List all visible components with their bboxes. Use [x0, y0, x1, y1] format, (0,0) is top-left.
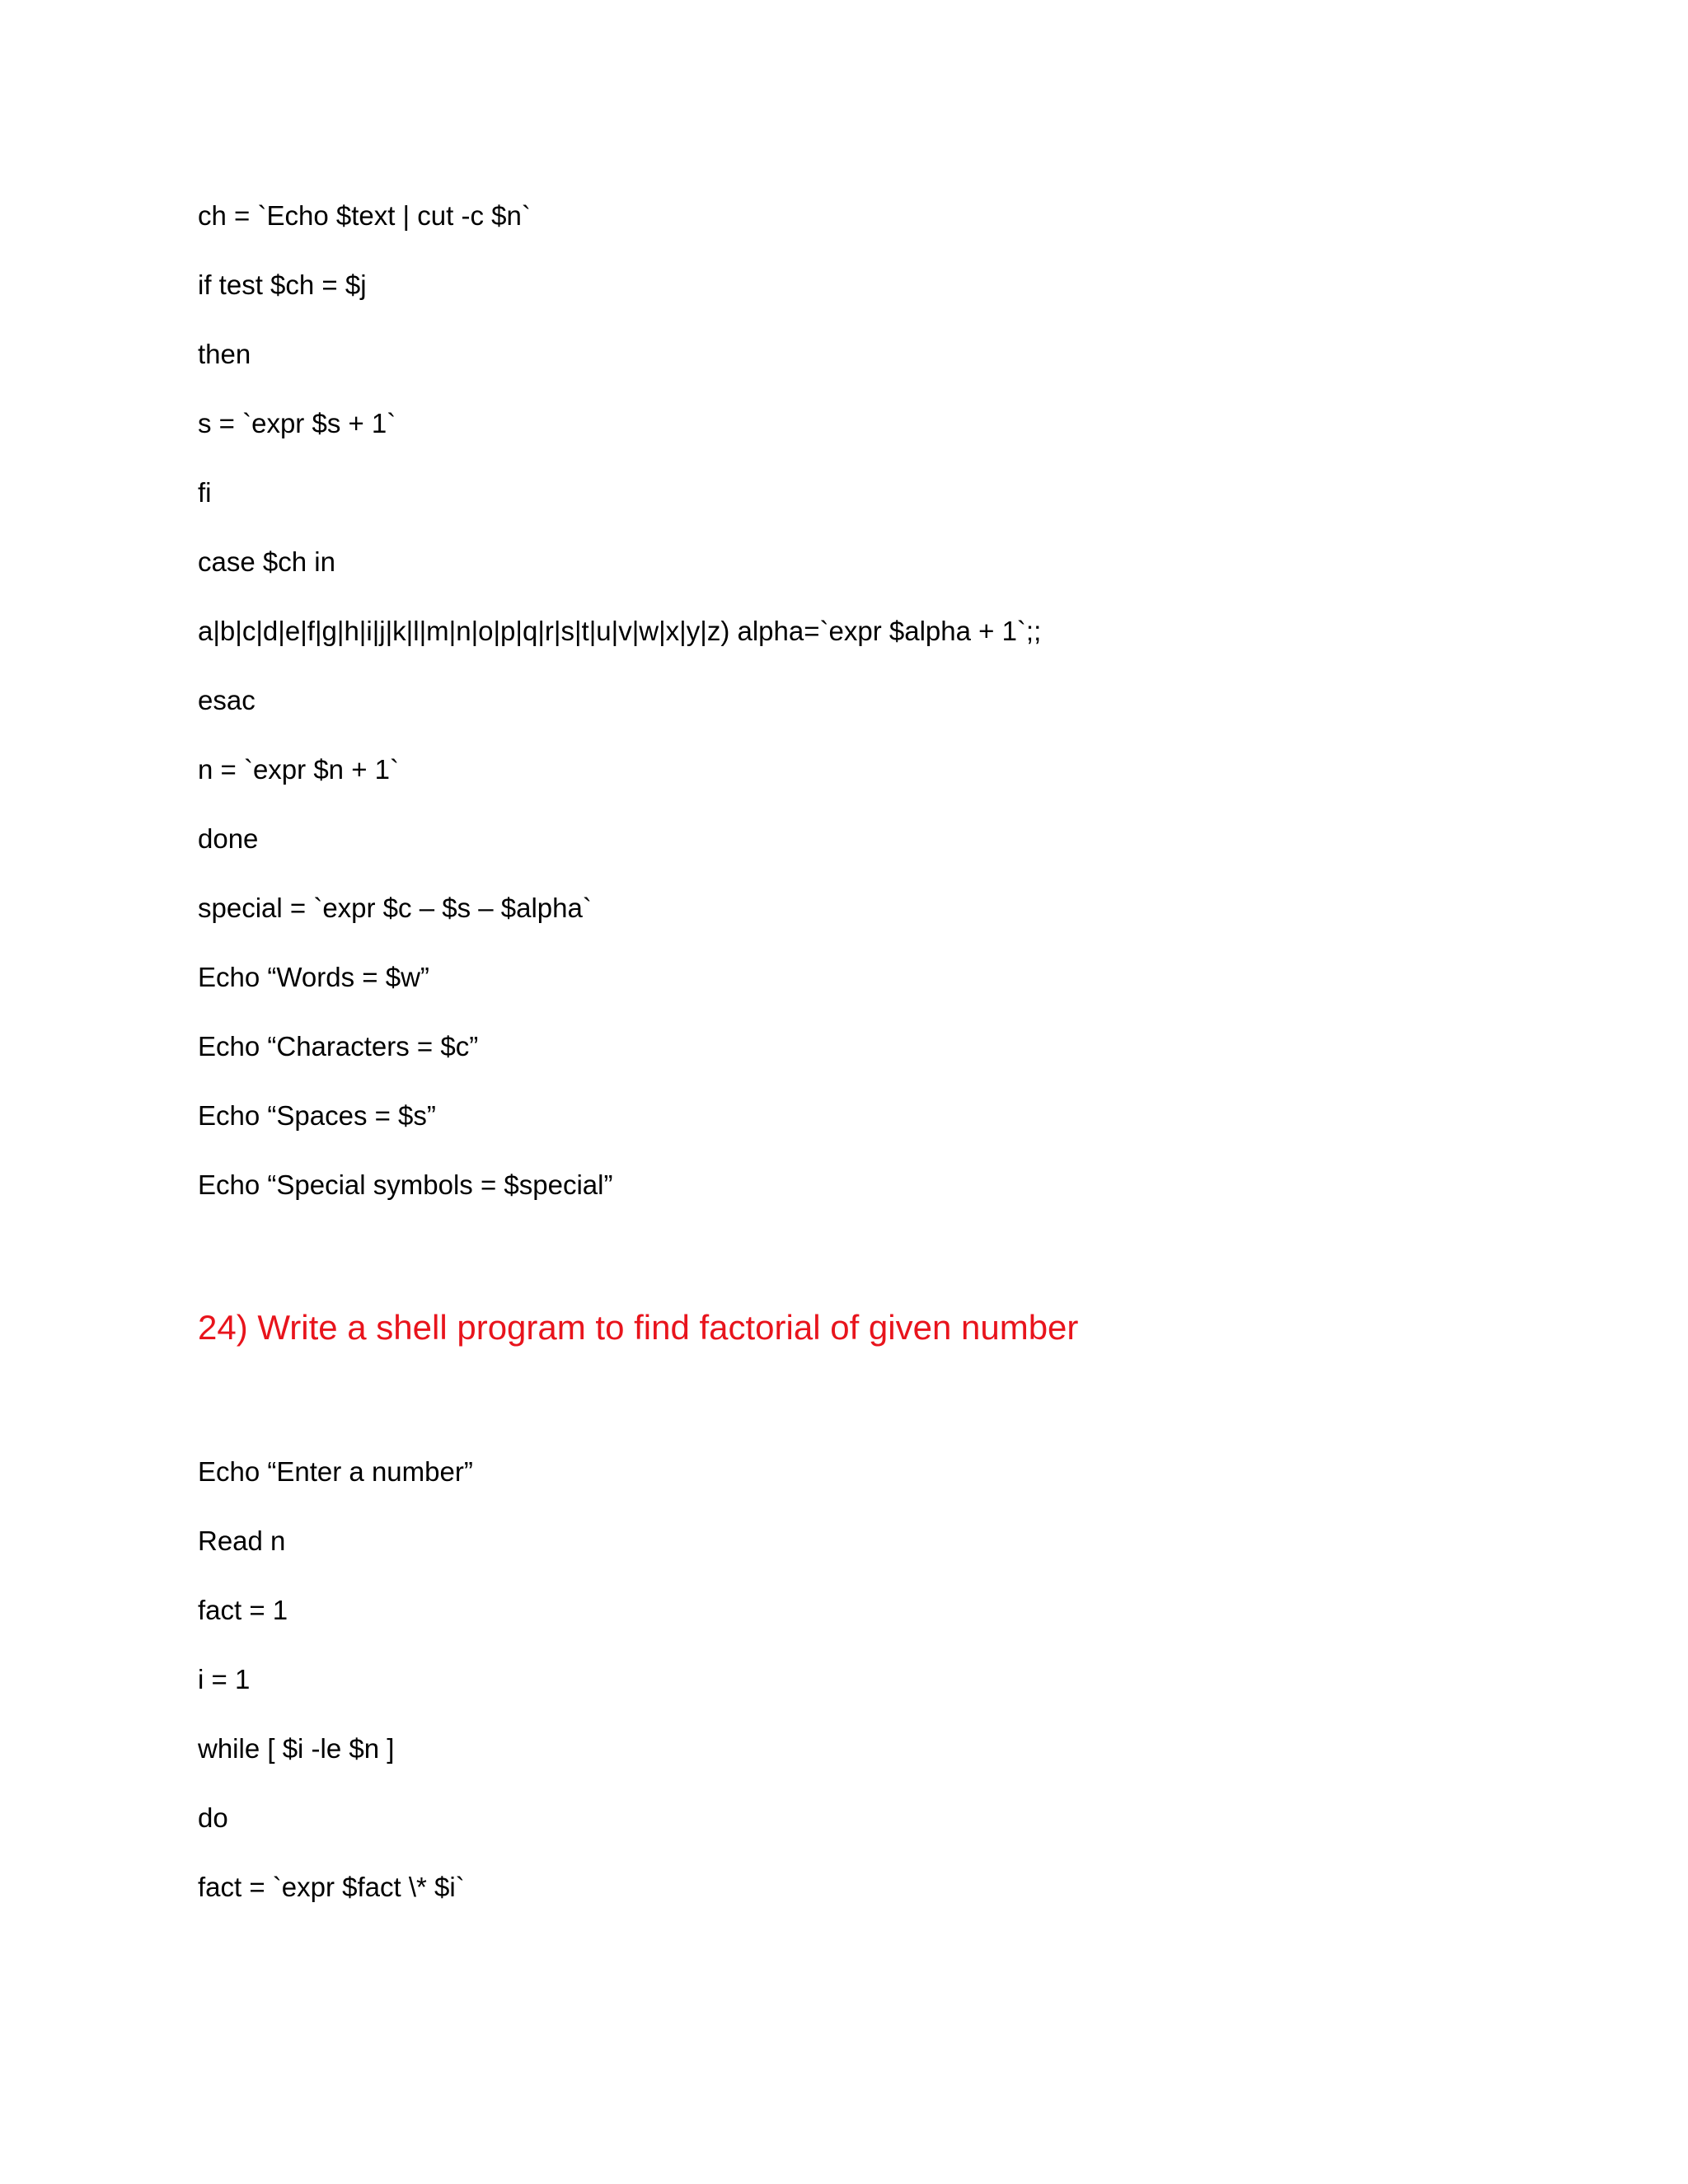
code-line: Echo “Characters = $c” — [198, 1031, 479, 1062]
code-line: case $ch in — [198, 546, 335, 577]
code-line: i = 1 — [198, 1664, 251, 1694]
code-line: do — [198, 1802, 228, 1833]
code-line: while [ $i -le $n ] — [198, 1733, 395, 1764]
code-line: Echo “Spaces = $s” — [198, 1100, 436, 1131]
code-line: Echo “Enter a number” — [198, 1456, 473, 1487]
code-line: ch = `Echo $text | cut -c $n` — [198, 200, 531, 231]
code-line: if test $ch = $j — [198, 269, 367, 300]
code-line: Read n — [198, 1526, 286, 1556]
code-line: special = `expr $c – $s – $alpha` — [198, 893, 592, 923]
code-line: n = `expr $n + 1` — [198, 754, 399, 785]
code-line: esac — [198, 685, 256, 715]
code-line: s = `expr $s + 1` — [198, 408, 396, 438]
code-line: Echo “Words = $w” — [198, 962, 429, 992]
code-line: fact = `expr $fact \* $i` — [198, 1872, 465, 1902]
code-line: Echo “Special symbols = $special” — [198, 1169, 613, 1200]
code-line: fi — [198, 477, 212, 508]
code-line: done — [198, 823, 259, 854]
code-line: fact = 1 — [198, 1595, 288, 1625]
section-heading: 24) Write a shell program to find factorial of given number — [198, 1308, 1079, 1347]
code-line: then — [198, 339, 251, 369]
code-line: a|b|c|d|e|f|g|h|i|j|k|l|m|n|o|p|q|r|s|t|u|v|w|x|y|z) alpha=`expr $alpha + 1`;; — [198, 616, 1042, 646]
